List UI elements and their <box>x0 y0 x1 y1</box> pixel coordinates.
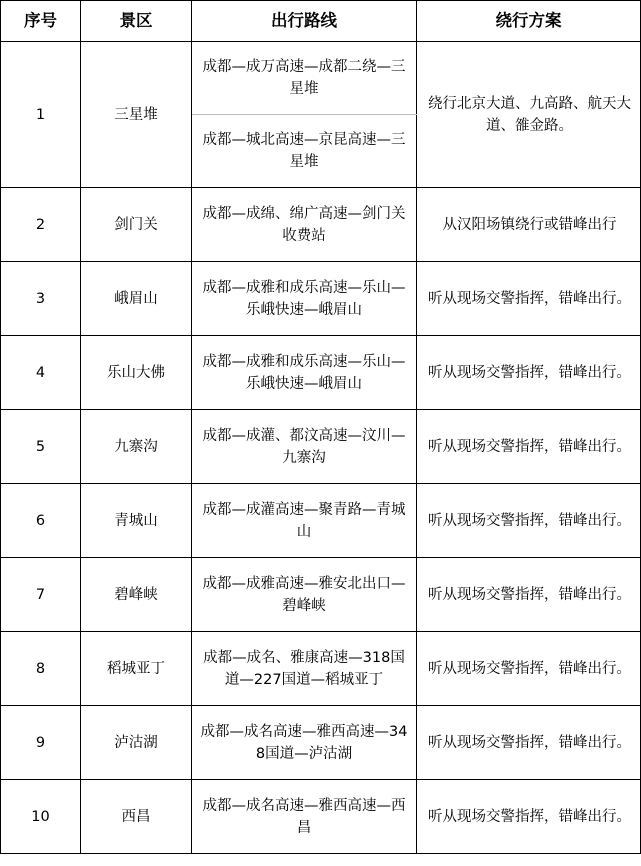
table-row <box>1 780 641 854</box>
row-site: 乐山大佛 <box>81 336 192 410</box>
row-route: 成都—成名、雅康高速—318国道—227国道—稻城亚丁 <box>192 632 417 706</box>
header-plan: 绕行方案 <box>417 1 641 42</box>
row-site: 剑门关 <box>81 188 192 262</box>
table-row <box>1 188 641 262</box>
header-no: 序号 <box>1 1 81 42</box>
row-route: 成都—成雅和成乐高速—乐山—乐峨快速—峨眉山 <box>192 262 417 336</box>
row-no: 8 <box>1 632 81 706</box>
row-site: 西昌 <box>81 780 192 854</box>
row-plan: 听从现场交警指挥，错峰出行。 <box>417 336 641 410</box>
row-route: 成都—成绵、绵广高速—剑门关收费站 <box>192 188 417 262</box>
row-plan: 听从现场交警指挥，错峰出行。 <box>417 410 641 484</box>
row-site: 青城山 <box>81 484 192 558</box>
row-plan: 听从现场交警指挥，错峰出行。 <box>417 558 641 632</box>
row-site: 泸沽湖 <box>81 706 192 780</box>
row-site: 峨眉山 <box>81 262 192 336</box>
header-site: 景区 <box>81 1 192 42</box>
row-no: 1 <box>1 42 81 188</box>
header-row <box>1 1 641 42</box>
row-no: 9 <box>1 706 81 780</box>
row-route: 成都—成雅高速—雅安北出口—碧峰峡 <box>192 558 417 632</box>
table-row <box>1 410 641 484</box>
row-plan: 绕行北京大道、九高路、航天大道、雒金路。 <box>417 42 641 188</box>
row-site: 九寨沟 <box>81 410 192 484</box>
row-site: 稻城亚丁 <box>81 632 192 706</box>
row-route: 成都—成万高速—成都二绕—三星堆 <box>192 42 417 115</box>
row-plan: 听从现场交警指挥，错峰出行。 <box>417 780 641 854</box>
table-row <box>1 42 641 115</box>
row-plan: 从汉阳场镇绕行或错峰出行 <box>417 188 641 262</box>
row-route: 成都—成雅和成乐高速—乐山—乐峨快速—峨眉山 <box>192 336 417 410</box>
row-no: 6 <box>1 484 81 558</box>
row-no: 10 <box>1 780 81 854</box>
row-site: 碧峰峡 <box>81 558 192 632</box>
row-site: 三星堆 <box>81 42 192 188</box>
row-plan: 听从现场交警指挥，错峰出行。 <box>417 484 641 558</box>
row-route: 成都—城北高速—京昆高速—三星堆 <box>192 115 417 188</box>
row-plan: 听从现场交警指挥，错峰出行。 <box>417 262 641 336</box>
row-plan: 听从现场交警指挥，错峰出行。 <box>417 706 641 780</box>
row-no: 4 <box>1 336 81 410</box>
row-no: 3 <box>1 262 81 336</box>
row-no: 7 <box>1 558 81 632</box>
row-route: 成都—成名高速—雅西高速—348国道—泸沽湖 <box>192 706 417 780</box>
table-row <box>1 484 641 558</box>
row-route: 成都—成灌、都汶高速—汶川—九寨沟 <box>192 410 417 484</box>
table-row <box>1 632 641 706</box>
table-row <box>1 336 641 410</box>
table-row <box>1 262 641 336</box>
table-row <box>1 558 641 632</box>
row-route: 成都—成名高速—雅西高速—西昌 <box>192 780 417 854</box>
row-no: 2 <box>1 188 81 262</box>
table-row <box>1 706 641 780</box>
row-plan: 听从现场交警指挥，错峰出行。 <box>417 632 641 706</box>
row-no: 5 <box>1 410 81 484</box>
row-route: 成都—成灌高速—聚青路—青城山 <box>192 484 417 558</box>
header-route: 出行路线 <box>192 1 417 42</box>
